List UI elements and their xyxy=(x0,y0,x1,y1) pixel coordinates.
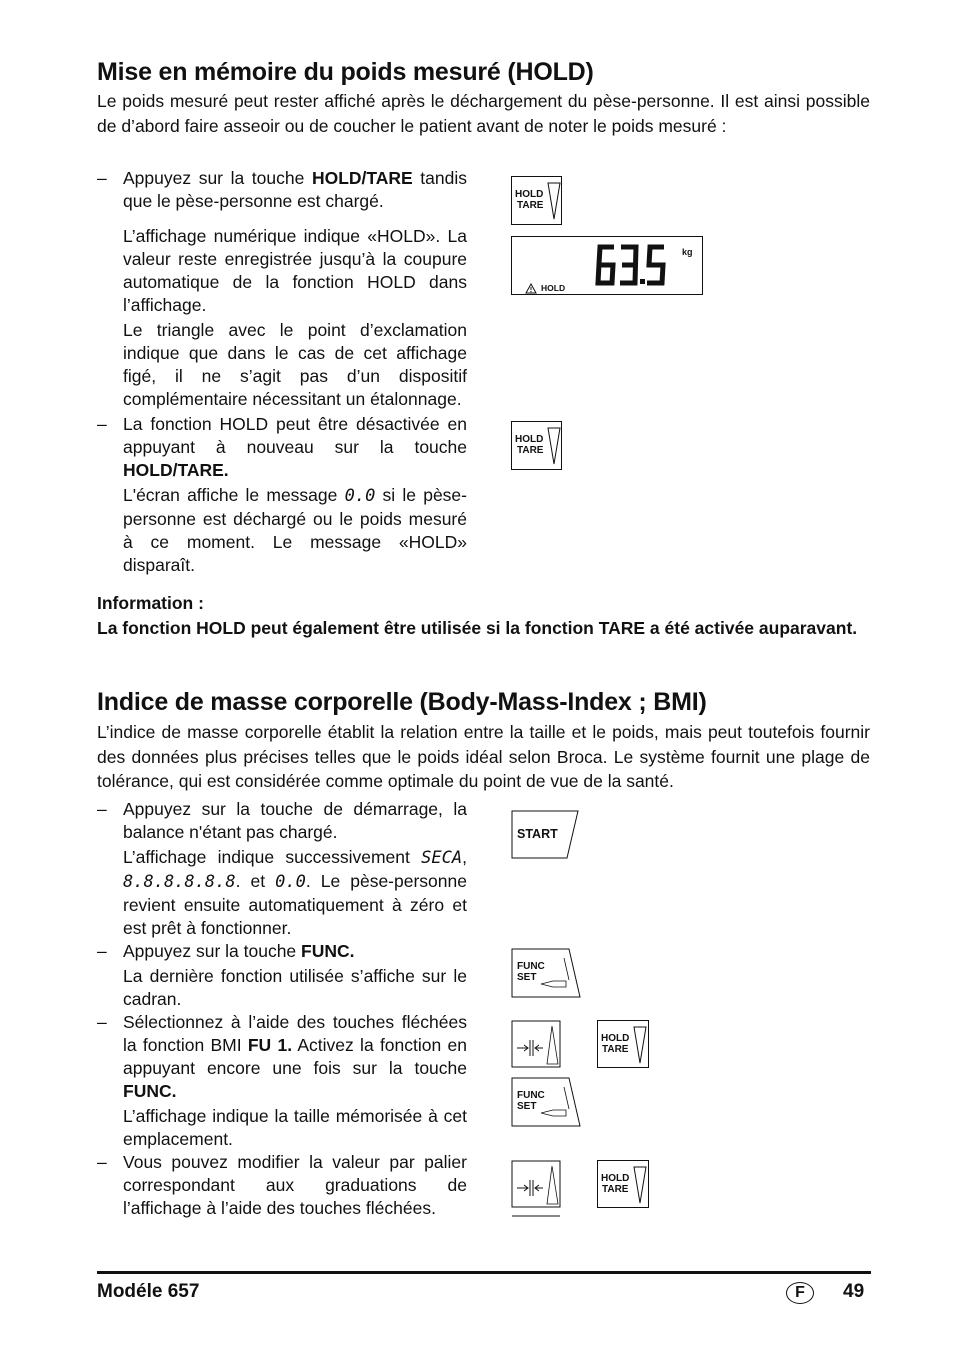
bmi-step-2: – Appuyez sur la touche FUNC. La dernière fonction utilisée s’affiche sur le cadran. xyxy=(97,941,467,1009)
footer-model: Modéle 657 xyxy=(97,1281,200,1302)
lcd-zero-text: 0.0 xyxy=(344,486,376,506)
info-text: La fonction HOLD peut également être utilisée si la fonction TARE a été activée auparavant. xyxy=(97,618,858,638)
arrow-keys[interactable] xyxy=(511,1160,561,1218)
unit-label: kg xyxy=(682,247,693,257)
hold-tare-key[interactable]: HOLD TARE xyxy=(511,421,562,470)
bmi-step-1: – Appuyez sur la touche de démarrage, la balance n'étant pas chargé. L’affichage indique successivement SECA, 8.8.8.8.8.8. et 0.0. Le pèse-personne revient ensuite automatiquement à zéro et est prêt à fonctionner. xyxy=(97,799,467,938)
hold-key-triangle-icon xyxy=(633,1025,647,1065)
bmi-step-4: – Vous pouvez modifier la valeur par palier correspondant aux graduations de l’affichage à l’aide des touches fléchées. xyxy=(97,1152,467,1218)
bmi-intro: L’indice de masse corporelle établit la relation entre la taille et le poids, mais peut toutefois fournir des données plus précises telles que le poids idéal selon Broca. Le système fournit une plage de tolérance, qui est considérée comme optimale du point de vue de la santé. xyxy=(97,722,870,791)
warning-triangle-icon xyxy=(525,283,537,294)
hold-key-triangle-icon xyxy=(547,426,561,466)
arrow-key-icon xyxy=(511,1160,561,1218)
section-title-bmi: Indice de masse corporelle (Body-Mass-Index ; BMI) xyxy=(97,688,707,716)
hold-key-triangle-icon xyxy=(547,181,561,221)
hold-key-triangle-icon xyxy=(633,1165,647,1205)
page-number: 49 xyxy=(843,1281,865,1302)
hold-intro: Le poids mesuré peut rester affiché après le déchargement du pèse-personne. Il est ainsi possible de d’abord faire asseoir ou de coucher le patient avant de noter le poids mesuré : xyxy=(97,91,870,136)
bmi-step-3: – Sélectionnez à l’aide des touches fléchées la fonction BMI FU 1. Activez la fonction en appuyant encore une fois sur la touche FUNC. L’affichage indique la taille mémorisée à cet emplacement. xyxy=(97,1012,467,1149)
info-title: Information : xyxy=(97,593,204,613)
scale-display xyxy=(511,236,703,295)
lcd-test-text: 8.8.8.8.8.8 xyxy=(123,872,236,892)
hold-indicator: HOLD xyxy=(541,283,566,293)
footer-rule xyxy=(97,1271,871,1274)
lcd-zero-text: 0.0 xyxy=(275,872,306,892)
hold-tare-key[interactable]: HOLD TARE xyxy=(511,176,562,225)
hold-instructions xyxy=(97,167,467,577)
hold-step-2: – La fonction HOLD peut être désactivée en appuyant à nouveau sur la touche HOLD/TARE. L'écran affiche le message 0.0 si le pèse-personne est déchargé ou le poids mesuré à ce moment. Le message «HOLD» disparaît. xyxy=(97,414,467,575)
func-set-key[interactable]: FUNC SET xyxy=(511,948,581,998)
info-box xyxy=(97,591,870,641)
start-key[interactable]: START xyxy=(511,810,579,859)
language-badge: F xyxy=(786,1282,814,1304)
hold-tare-key[interactable]: HOLD TARE xyxy=(597,1160,649,1208)
hold-step-1: – Appuyez sur la touche HOLD/TARE tandis que le pèse-personne est chargé. L’affichage numérique indique «HOLD». La valeur reste enregistrée jusqu’à la coupure automatique de la fonction HOLD dans l’affichage. Le triangle avec le point d’exclamation indique que dans le cas de cet affichage figé, il ne s’agit pas d’un dispositif complémentaire nécessitant un étalonnage. xyxy=(97,168,468,409)
hold-tare-key[interactable]: HOLD TARE xyxy=(597,1020,649,1068)
arrow-key-icon xyxy=(511,1020,561,1068)
bmi-instructions xyxy=(97,798,467,1220)
arrow-keys[interactable] xyxy=(511,1020,561,1068)
func-set-key[interactable]: FUNC SET xyxy=(511,1077,581,1127)
section-title-hold: Mise en mémoire du poids mesuré (HOLD) xyxy=(97,58,594,86)
lcd-seca-text: SECA xyxy=(421,848,463,868)
